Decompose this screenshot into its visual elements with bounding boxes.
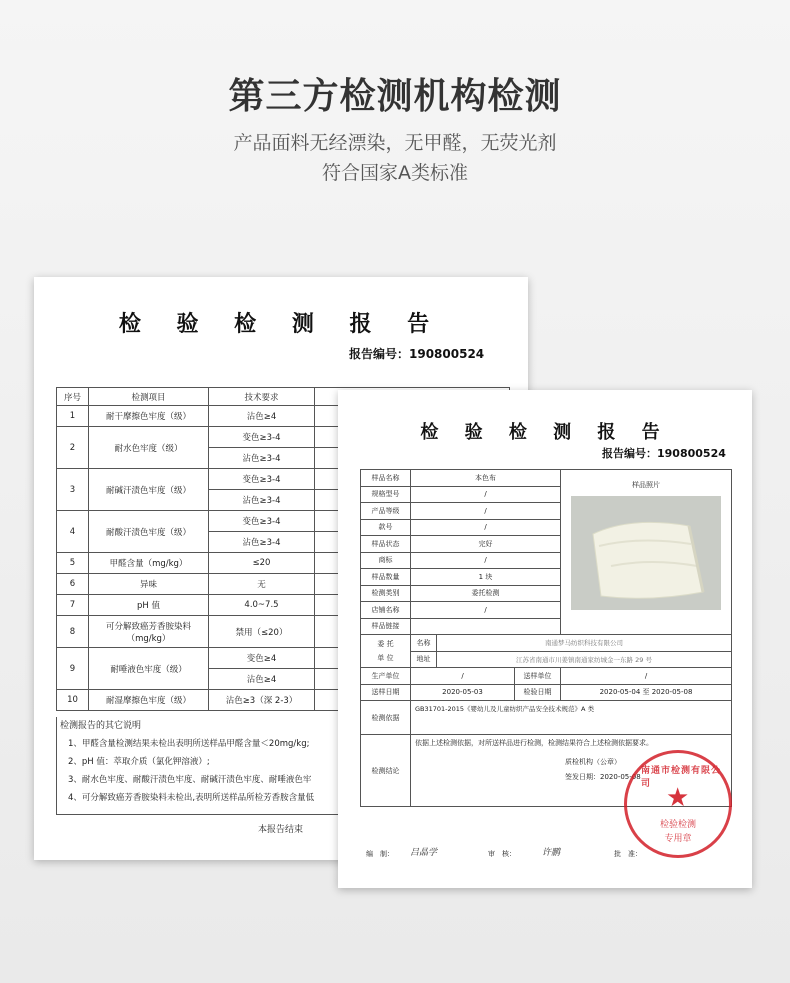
- note-item: 4、可分解致癌芳香胺染料未检出,表明所送样品所检芳香胺含量低: [68, 793, 315, 803]
- test-date-label: 检验日期: [515, 684, 561, 701]
- field-value: 委托检测: [411, 585, 561, 602]
- row-no: 10: [57, 690, 89, 711]
- field-value: /: [411, 552, 561, 569]
- row-req: 沾色≥4: [209, 669, 315, 690]
- row-item: pH 值: [89, 595, 209, 616]
- test-date: 2020-05-04 至 2020-05-08: [561, 684, 732, 701]
- seal-text-line2: 专用章: [664, 834, 692, 844]
- sample-photo-cell: [561, 470, 732, 635]
- report-end-text: 本报告结束: [258, 825, 304, 835]
- compile-label: 编 制：: [366, 850, 394, 858]
- field-value: /: [411, 519, 561, 536]
- row-req: 沾色≥3-4: [209, 532, 315, 553]
- table-row: [361, 701, 732, 735]
- note-item: 3、耐水色牢度、耐酸汗渍色牢度、耐碱汗渍色牢度、耐唾液色牢: [68, 775, 312, 785]
- client-addr-label: 地址: [411, 651, 437, 668]
- field-value: /: [411, 503, 561, 520]
- field-value: /: [411, 486, 561, 503]
- compile-signature: 吕晶学: [410, 848, 438, 858]
- star-icon: ★: [666, 783, 690, 813]
- client-label: 委 托 单 位: [361, 635, 411, 668]
- table-row: [361, 668, 732, 685]
- row-req: 变色≥4: [209, 648, 315, 669]
- client-name-label: 名称: [411, 635, 437, 652]
- producer-label: 生产单位: [361, 668, 411, 685]
- note-item: 1、甲醛含量检测结果未检出表明所送样品甲醛含量＜20mg/kg;: [68, 739, 310, 749]
- subtitle-line1: 产品面料无经漂染，无甲醛，无荧光剂: [233, 132, 557, 154]
- row-no: 7: [57, 595, 89, 616]
- send-date-label: 送样日期: [361, 684, 411, 701]
- col-header-no: 序号: [57, 388, 89, 406]
- report-title: 检 验 检 测 报 告: [420, 422, 670, 443]
- qc-org-label: 质检机构（公章）: [565, 758, 621, 766]
- row-req: 4.0~7.5: [209, 595, 315, 616]
- field-value: 本色布: [411, 470, 561, 487]
- send-date: 2020-05-03: [411, 684, 515, 701]
- row-item: 可分解致癌芳香胺染料（mg/kg）: [89, 616, 209, 648]
- field-value: /: [411, 602, 561, 619]
- field-label: 样品链接: [361, 618, 411, 635]
- col-header-item: 检测项目: [89, 388, 209, 406]
- approve-label: 批 准：: [614, 850, 642, 858]
- field-label: 样品名称: [361, 470, 411, 487]
- row-no: 5: [57, 553, 89, 574]
- row-req: ≤20: [209, 553, 315, 574]
- field-label: 样品数量: [361, 569, 411, 586]
- report-page-front: [338, 390, 752, 888]
- row-item: 甲醛含量（mg/kg）: [89, 553, 209, 574]
- field-label: 样品状态: [361, 536, 411, 553]
- notes-title: 检测报告的其它说明: [60, 721, 142, 731]
- field-label: 店铺名称: [361, 602, 411, 619]
- review-label: 审 核：: [488, 850, 516, 858]
- basis-value: GB31701-2015《婴幼儿及儿童纺织产品安全技术规范》A 类: [411, 701, 732, 735]
- row-req: 变色≥3-4: [209, 469, 315, 490]
- subtitle-line2: 符合国家A类标准: [322, 162, 468, 184]
- row-item: 耐湿摩擦色牢度（级）: [89, 690, 209, 711]
- row-no: 9: [57, 648, 89, 690]
- row-req: 变色≥3-4: [209, 511, 315, 532]
- report-number: 报告编号：190800524: [349, 347, 485, 361]
- producer-value: /: [411, 668, 515, 685]
- table-row: [361, 635, 732, 652]
- row-item: 耐酸汗渍色牢度（级）: [89, 511, 209, 553]
- sender-value: /: [561, 668, 732, 685]
- table-row: [361, 684, 732, 701]
- row-no: 3: [57, 469, 89, 511]
- fabric-sample-image: [571, 496, 721, 610]
- row-req: 沾色≥3-4: [209, 448, 315, 469]
- row-item: 异味: [89, 574, 209, 595]
- seal-ring-text: 南通市检测有限公司: [641, 766, 722, 789]
- field-label: 产品等级: [361, 503, 411, 520]
- seal-text-line1: 检验检测: [659, 820, 696, 830]
- col-header-requirement: 技术要求: [209, 388, 315, 406]
- issue-date: 签发日期：2020-05-08: [565, 773, 641, 781]
- client-name: 南通梦马纺织科技有限公司: [437, 635, 732, 652]
- conclusion-text: 依据上述检测依据，对所送样品进行检测，检测结果符合上述检测依据要求。: [415, 739, 653, 747]
- row-req: 沾色≥3-4: [209, 490, 315, 511]
- report-title: 检 验 检 测 报 告: [118, 311, 444, 337]
- field-label: 款号: [361, 519, 411, 536]
- field-label: 商标: [361, 552, 411, 569]
- row-no: 2: [57, 427, 89, 469]
- client-address: 江苏省南通市川姜镇南通家纺城金一东路 29 号: [437, 651, 732, 668]
- conclusion-label: 检测结论: [361, 735, 411, 807]
- row-item: 耐水色牢度（级）: [89, 427, 209, 469]
- field-label: 规格型号: [361, 486, 411, 503]
- row-req: 变色≥3-4: [209, 427, 315, 448]
- table-row: [361, 470, 732, 487]
- basis-label: 检测依据: [361, 701, 411, 735]
- row-req: 无: [209, 574, 315, 595]
- field-value: 完好: [411, 536, 561, 553]
- row-req: 沾色≥4: [209, 406, 315, 427]
- row-req: 沾色≥3（深 2-3）: [209, 690, 315, 711]
- row-item: 耐唾液色牢度（级）: [89, 648, 209, 690]
- note-item: 2、pH 值：萃取介质（氯化钾溶液）;: [68, 757, 210, 767]
- row-no: 6: [57, 574, 89, 595]
- official-seal: [624, 750, 732, 858]
- photo-label: 样品照片: [632, 481, 660, 489]
- field-label: 检测类别: [361, 585, 411, 602]
- row-no: 1: [57, 406, 89, 427]
- field-value: [411, 618, 561, 635]
- report-notes: [60, 717, 360, 807]
- field-value: 1 块: [411, 569, 561, 586]
- review-signature: 许鹏: [542, 848, 561, 858]
- row-req: 禁用（≤20）: [209, 616, 315, 648]
- row-no: 8: [57, 616, 89, 648]
- notes-frame-left: [56, 717, 57, 814]
- row-item: 耐干摩擦色牢度（级）: [89, 406, 209, 427]
- report-number: 报告编号：190800524: [602, 447, 726, 460]
- table-row: [361, 651, 732, 668]
- row-no: 4: [57, 511, 89, 553]
- row-item: 耐碱汗渍色牢度（级）: [89, 469, 209, 511]
- page-title: 第三方检测机构检测: [228, 76, 562, 117]
- sender-label: 送样单位: [515, 668, 561, 685]
